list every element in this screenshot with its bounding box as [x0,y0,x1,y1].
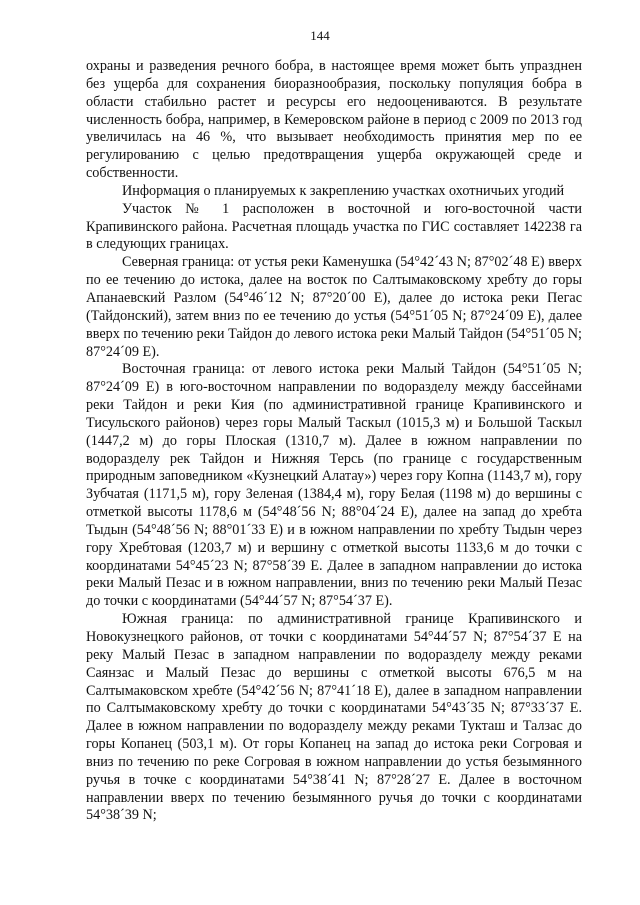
paragraph-northern-border: Северная граница: от устья реки Каменушка (54°42´43 N; 87°02´48 E) вверх по ее течению до истока, далее на восток по Салтымаковскому хребту до горы Апанаевский Разлом (54°46´12 N; 87°20´00 E), далее до истока реки Пегас (Тайдонский), затем вниз по ее течению до устья (54°51´05 N; 87°24´09 E), далее вверх по течению реки Тайдон до левого истока реки Малый Тайдон (54°51´05 N; 87°24´09 E). [86,254,582,360]
paragraph-plot-1-intro: Участок № 1 расположен в восточной и юго-восточной части Крапивинского района. Расчетная площадь участка по ГИС составляет 142238 га в следующих границах. [86,200,582,253]
paragraph-hunting-grounds-heading: Информация о планируемых к закреплению участках охотничьих угодий [122,182,565,199]
paragraph-beaver-protection: охраны и разведения речного бобра, в настоящее время может быть упразднен без ущерба для сохранения биоразнообразия, поскольку популяция бобра в области стабильно растет и ресурсы его недооцениваются. В результате численность бобра, например, в Кемеровском районе в период с 2009 по 2013 год увеличилась на 46 %, что вызывает необходимость принятия мер по ее регулированию с целью предотвращения ущерба окружающей среде и собственности. [86,58,582,182]
page-number: 144 [310,28,330,43]
body-text [86,58,582,825]
paragraph-eastern-border: Восточная граница: от левого истока реки Малый Тайдон (54°51´05 N; 87°24´09 E) в юго-восточном направлении по водоразделу между бассейнами реки Тайдон и реки Кия (по административной границе Крапивинского и Тисульского районов) через горы Малый Таскыл (1015,3 м) и Большой Таскыл (1447,2 м) до горы Плоская (1310,7 м). Далее в южном направлении по водоразделу рек Тайдон и Нижняя Терсь (по границе с государственным природным заповедником «Кузнецкий Алатау») через гору Копна (1143,7 м), гору Зубчатая (1171,5 м), гору Зеленая (1384,4 м), гору Белая (1198 м) до вершины с отметкой высоты 1178,6 м (54°48´56 N; 88°04´24 E), далее на запад до хребта Тыдын (54°48´56 N; 88°01´33 E) и в южном направлении по хребту Тыдын через гору Хребтовая (1203,7 м) и вершину с отметкой высоты 1133,6 м до точки с координатами 54°45´23 N; 87°58´39 E. Далее в западном направлении до истока реки Малый Пезас и в южном направлении, вниз по течению реки Малый Пезас до точки с координатами (54°44´57 N; 87°54´37 E). [86,361,582,610]
paragraph-southern-border: Южная граница: по административной границе Крапивинского и Новокузнецкого районов, от точки с координатами 54°44´57 N; 87°54´37 E на реку Малый Пезас в западном направлении по водоразделу между реками Саянзас и Малый Пезас до вершины с отметкой высоты 676,5 м на Салтымаковском хребте (54°42´56 N; 87°41´18 E), далее в западном направлении по Салтымаковскому хребту до точки с координатами 54°43´35 N; 87°33´37 E. Далее в южном направлении по водоразделу между реками Тукташ и Талзас до горы Копанец (503,1 м). От горы Копанец на запад до истока реки Согровая и вниз по течению по реке Согровая в южном направлении до устья безымянного ручья в точке с координатами 54°38´41 N; 87°28´27 E. Далее в восточном направлении вверх по течению безымянного ручья до точки с координатами 54°38´39 N; [86,611,582,824]
